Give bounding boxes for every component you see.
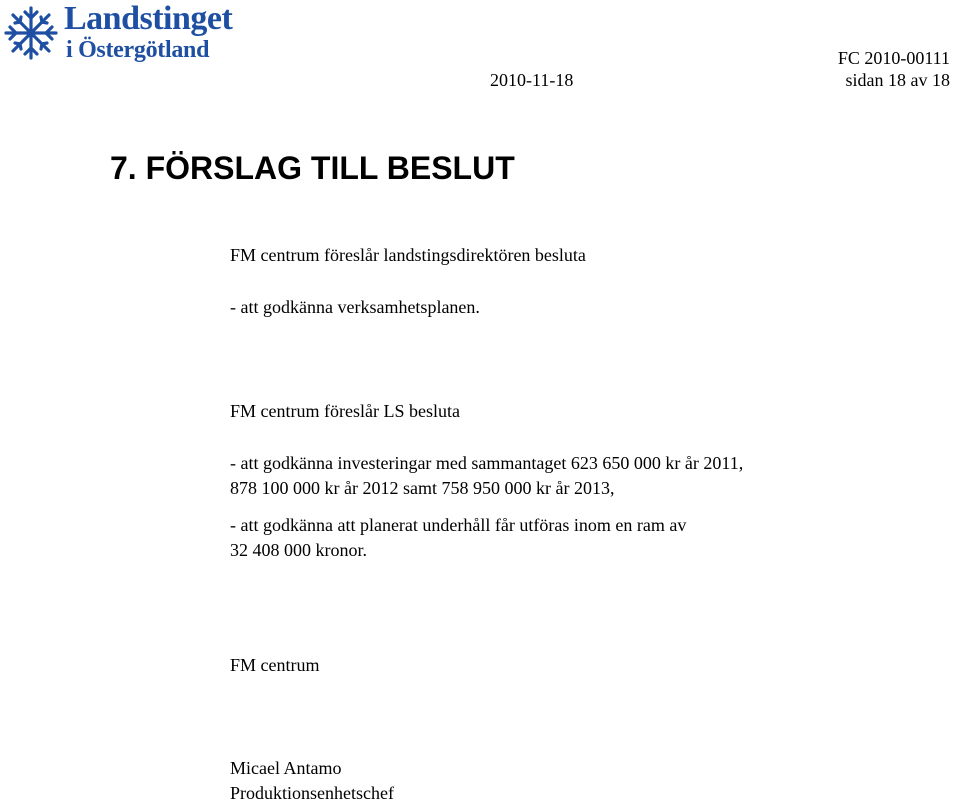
- signature-department: FM centrum: [230, 655, 320, 675]
- document-date: 2010-11-18: [490, 70, 574, 90]
- paragraph-investments-line-1: - att godkänna investeringar med sammantaget 623 650 000 kr år 2011,: [230, 453, 744, 473]
- paragraph-investments-line-2: 878 100 000 kr år 2012 samt 758 950 000 kr år 2013,: [230, 478, 615, 498]
- paragraph-maintenance-line-1: - att godkänna att planerat underhåll får utföras inom en ram av: [230, 515, 687, 535]
- signature-title: Produktionsenhetschef: [230, 783, 394, 803]
- document-id: FC 2010-00111: [837, 48, 950, 68]
- logo-wordmark: [64, 2, 232, 62]
- paragraph-approve-plan: - att godkänna verksamhetsplanen.: [230, 297, 480, 317]
- page-number: sidan 18 av 18: [845, 70, 950, 90]
- section-heading: 7. FÖRSLAG TILL BESLUT: [110, 150, 515, 186]
- paragraph-proposal-director: FM centrum föreslår landstingsdirektören besluta: [230, 245, 586, 265]
- logo-line-2: i Östergötland: [66, 37, 210, 63]
- logo-line-1: Landstinget: [64, 0, 233, 37]
- paragraph-proposal-ls: FM centrum föreslår LS besluta: [230, 401, 460, 421]
- signature-name: Micael Antamo: [230, 758, 342, 778]
- snowflake-emblem-icon: [2, 4, 60, 62]
- paragraph-maintenance-line-2: 32 408 000 kronor.: [230, 540, 367, 560]
- organization-logo: [2, 2, 247, 66]
